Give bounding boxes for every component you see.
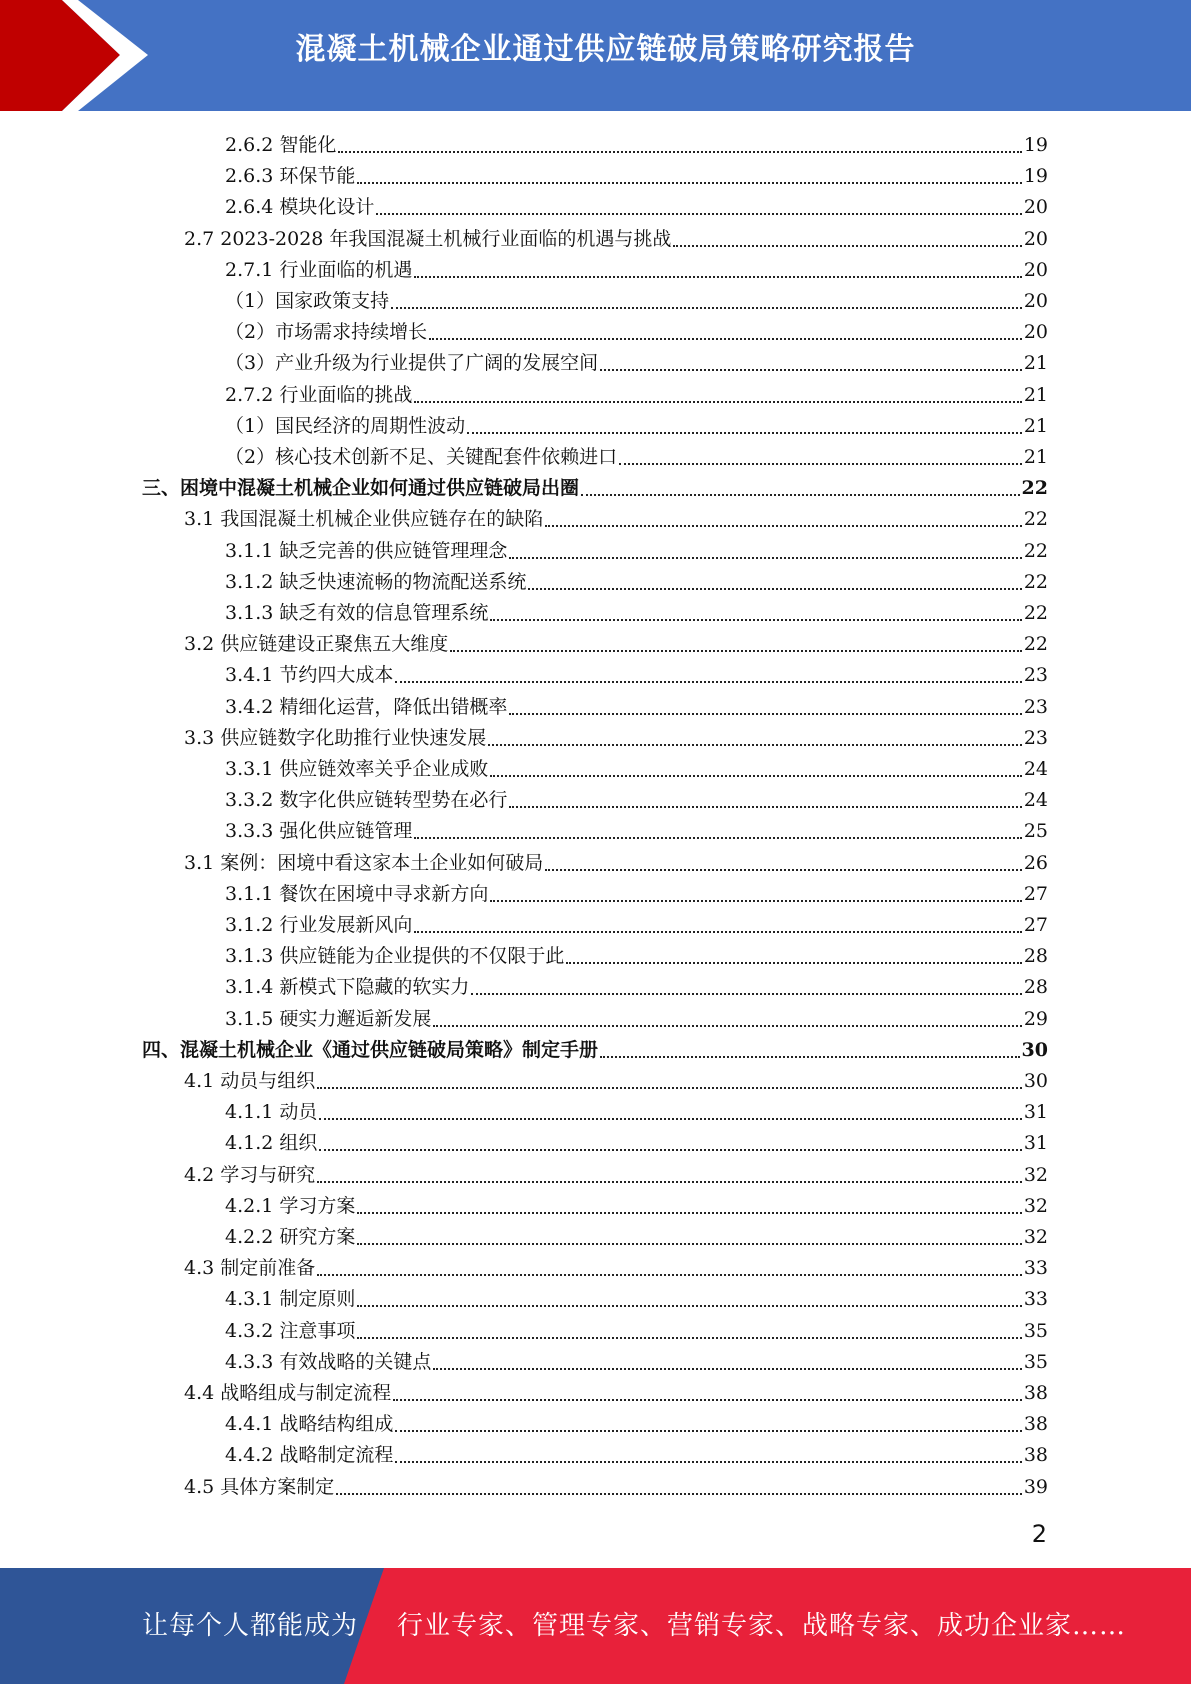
toc-entry[interactable] [225,189,1048,220]
toc-entry[interactable] [184,1157,1048,1188]
toc-leader-dots [414,276,1021,278]
toc-leader-dots [357,1243,1021,1245]
toc-entry-label: 3.2 供应链建设正聚焦五大维度 [184,633,449,655]
toc-entry-label: 3.1.5 硬实力邂逅新发展 [225,1008,432,1030]
toc-leader-dots [395,1430,1021,1432]
toc-entry-label: 4.2 学习与研究 [184,1164,316,1186]
toc-entry-page: 32 [1023,1164,1048,1186]
toc-entry-label: 3.1 我国混凝土机械企业供应链存在的缺陷 [184,508,544,530]
toc-entry-label: 2.6.4 模块化设计 [225,196,375,218]
toc-entry-label: 四、混凝土机械企业《通过供应链破局策略》制定手册 [142,1039,599,1061]
toc-entry-label: 2.6.2 智能化 [225,134,337,156]
toc-leader-dots [338,151,1021,153]
toc-entry[interactable] [225,1406,1048,1437]
toc-entry-page: 22 [1023,633,1048,655]
toc-leader-dots [391,307,1022,309]
toc-leader-dots [357,1337,1021,1339]
toc-leader-dots [566,962,1021,964]
toc-entry-label: 4.3.2 注意事项 [225,1320,356,1342]
toc-entry-label: 3.3 供应链数字化助推行业快速发展 [184,727,487,749]
toc-entry-page: 21 [1023,446,1048,468]
toc-entry-page: 20 [1023,196,1048,218]
toc-entry-page: 23 [1023,696,1048,718]
toc-leader-dots [357,1305,1021,1307]
toc-entry[interactable] [184,720,1048,751]
toc-entry[interactable] [225,969,1048,1000]
toc-entry-page: 22 [1023,602,1048,624]
toc-entry-page: 23 [1023,664,1048,686]
toc-leader-dots [450,650,1022,652]
toc-entry-page: 31 [1023,1101,1048,1123]
toc-entry[interactable] [184,1375,1048,1406]
toc-leader-dots [490,619,1021,621]
toc-entry-label: 2.6.3 环保节能 [225,165,356,187]
toc-entry-page: 31 [1023,1132,1048,1154]
toc-entry[interactable] [225,564,1048,595]
toc-entry-label: 4.4.2 战略制定流程 [225,1444,394,1466]
toc-entry[interactable] [225,1437,1048,1468]
toc-leader-dots [600,369,1022,371]
toc-leader-dots [357,1212,1021,1214]
toc-entry-label: 3.1.4 新模式下隐藏的软实力 [225,976,470,998]
toc-leader-dots [336,1493,1022,1495]
toc-entry-label: （3）产业升级为行业提供了广阔的发展空间 [225,352,599,374]
toc-entry[interactable] [225,1188,1048,1219]
toc-entry-page: 38 [1023,1444,1048,1466]
toc-entry-label: （2）市场需求持续增长 [225,321,428,343]
toc-entry[interactable] [225,1125,1048,1156]
toc-entry-page: 22 [1023,540,1048,562]
toc-entry[interactable] [225,751,1048,782]
toc-entry-page: 27 [1023,883,1048,905]
toc-leader-dots [545,525,1022,527]
toc-leader-dots [545,869,1022,871]
toc-entry[interactable] [225,377,1048,408]
toc-leader-dots [395,681,1021,683]
toc-leader-dots [317,1274,1022,1276]
toc-leader-dots [490,900,1021,902]
toc-entry-label: 4.3.3 有效战略的关键点 [225,1351,432,1373]
toc-entry-page: 39 [1023,1476,1048,1498]
toc-entry-label: 3.3.2 数字化供应链转型势在必行 [225,789,508,811]
toc-entry-page: 28 [1023,945,1048,967]
toc-leader-dots [414,401,1021,403]
toc-entry[interactable] [225,876,1048,907]
toc-entry-page: 21 [1023,415,1048,437]
toc-entry-page: 35 [1023,1320,1048,1342]
toc-entry-page: 32 [1023,1195,1048,1217]
toc-leader-dots [673,245,1021,247]
toc-entry[interactable] [142,470,1048,501]
toc-entry-page: 38 [1023,1413,1048,1435]
toc-leader-dots [467,432,1022,434]
toc-entry[interactable] [225,283,1048,314]
toc-entry-label: （1）国民经济的周期性波动 [225,415,466,437]
toc-entry-page: 21 [1023,352,1048,374]
toc-entry[interactable] [184,845,1048,876]
toc-entry[interactable] [225,439,1048,470]
toc-entry[interactable] [184,221,1048,252]
toc-entry-page: 20 [1023,290,1048,312]
toc-entry-page: 22 [1021,477,1048,499]
toc-entry[interactable] [225,907,1048,938]
toc-entry[interactable] [225,1219,1048,1250]
toc-entry-label: 4.3.1 制定原则 [225,1288,356,1310]
toc-entry[interactable] [225,1344,1048,1375]
toc-entry-label: 4.2.1 学习方案 [225,1195,356,1217]
toc-entry[interactable] [184,626,1048,657]
toc-entry-page: 27 [1023,914,1048,936]
toc-entry[interactable] [184,1250,1048,1281]
footer-slogan-right: 行业专家、管理专家、营销专家、战略专家、成功企业家…… [397,1611,1127,1641]
toc-entry-label: 4.1 动员与组织 [184,1070,316,1092]
toc-entry-page: 26 [1023,852,1048,874]
toc-entry-label: 2.7 2023-2028 年我国混凝土机械行业面临的机遇与挑战 [184,228,672,250]
toc-leader-dots [429,338,1022,340]
toc-leader-dots [433,1025,1021,1027]
toc-leader-dots [528,588,1021,590]
toc-leader-dots [317,1087,1022,1089]
toc-leader-dots [490,775,1021,777]
toc-entry-label: 4.1.2 组织 [225,1132,318,1154]
toc-entry-label: 2.7.1 行业面临的机遇 [225,259,413,281]
toc-entry-label: （1）国家政策支持 [225,290,390,312]
toc-entry-label: 4.4 战略组成与制定流程 [184,1382,392,1404]
toc-leader-dots [319,1118,1021,1120]
toc-leader-dots [319,1149,1021,1151]
toc-entry-label: 3.4.1 节约四大成本 [225,664,394,686]
toc-entry-page: 28 [1023,976,1048,998]
toc-leader-dots [619,463,1022,465]
toc-leader-dots [395,1461,1021,1463]
toc-leader-dots [433,1368,1021,1370]
toc-entry[interactable] [225,1313,1048,1344]
toc-leader-dots [393,1399,1022,1401]
toc-entry-page: 35 [1023,1351,1048,1373]
report-title: 混凝土机械企业通过供应链破局策略研究报告 [295,32,916,67]
toc-entry-page: 22 [1023,571,1048,593]
toc-entry-page: 33 [1023,1288,1048,1310]
toc-entry-page: 20 [1023,228,1048,250]
toc-entry[interactable] [225,657,1048,688]
toc-entry[interactable] [225,1001,1048,1032]
toc-entry[interactable] [225,595,1048,626]
toc-entry-page: 19 [1023,165,1048,187]
toc-entry-page: 25 [1023,820,1048,842]
toc-entry[interactable] [225,782,1048,813]
page-number: 2 [1031,1520,1047,1548]
toc-entry[interactable] [225,314,1048,345]
toc-entry[interactable] [225,938,1048,969]
toc-entry-page: 21 [1023,384,1048,406]
toc-entry[interactable] [225,813,1048,844]
toc-entry-page: 33 [1023,1257,1048,1279]
toc-entry-label: 4.3 制定前准备 [184,1257,316,1279]
toc-leader-dots [509,806,1021,808]
toc-leader-dots [317,1181,1022,1183]
toc-leader-dots [581,494,1020,496]
toc-leader-dots [488,744,1022,746]
toc-entry-label: 3.1.1 餐饮在困境中寻求新方向 [225,883,489,905]
toc-entry-label: 3.1.2 行业发展新风向 [225,914,413,936]
toc-entry-page: 20 [1023,259,1048,281]
toc-leader-dots [376,213,1021,215]
toc-leader-dots [509,557,1021,559]
toc-entry-label: 3.1 案例：困境中看这家本土企业如何破局 [184,852,544,874]
page-header [0,0,1191,111]
toc-entry[interactable] [184,501,1048,532]
toc-leader-dots [357,182,1021,184]
toc-entry[interactable] [225,1094,1048,1125]
toc-entry[interactable] [225,252,1048,283]
toc-entry-label: 3.1.3 缺乏有效的信息管理系统 [225,602,489,624]
toc-entry-page: 30 [1021,1039,1048,1061]
toc-entry[interactable] [184,1063,1048,1094]
footer-slogan-left: 让每个人都能成为 [142,1611,359,1641]
toc-entry-label: 3.1.1 缺乏完善的供应链管理理念 [225,540,508,562]
toc-entry-page: 29 [1023,1008,1048,1030]
toc-entry-label: 2.7.2 行业面临的挑战 [225,384,413,406]
toc-entry-page: 32 [1023,1226,1048,1248]
toc-entry-page: 24 [1023,789,1048,811]
toc-leader-dots [509,713,1021,715]
toc-entry[interactable] [225,345,1048,376]
toc-entry[interactable] [225,127,1048,158]
toc-entry-label: 4.5 具体方案制定 [184,1476,335,1498]
toc-entry[interactable] [225,158,1048,189]
toc-entry-page: 22 [1023,508,1048,530]
toc-entry-label: 3.4.2 精细化运营，降低出错概率 [225,696,508,718]
toc-entry-label: 4.2.2 研究方案 [225,1226,356,1248]
toc-entry-label: 4.4.1 战略结构组成 [225,1413,394,1435]
toc-entry-label: （2）核心技术创新不足、关键配套件依赖进口 [225,446,618,468]
toc-entry[interactable] [225,533,1048,564]
toc-leader-dots [471,993,1021,995]
toc-entry[interactable] [142,1032,1048,1063]
toc-leader-dots [414,837,1021,839]
page-footer [0,1568,1191,1684]
toc-entry-label: 3.1.2 缺乏快速流畅的物流配送系统 [225,571,527,593]
toc-leader-dots [600,1056,1020,1058]
toc-entry-page: 30 [1023,1070,1048,1092]
toc-entry[interactable] [184,1469,1048,1500]
toc-entry-label: 三、困境中混凝土机械企业如何通过供应链破局出圈 [142,477,580,499]
toc-entry[interactable] [225,689,1048,720]
toc-leader-dots [414,931,1021,933]
toc-entry-label: 4.1.1 动员 [225,1101,318,1123]
toc-entry-page: 23 [1023,727,1048,749]
toc-entry-label: 3.3.3 强化供应链管理 [225,820,413,842]
toc-entry-page: 38 [1023,1382,1048,1404]
toc-entry[interactable] [225,408,1048,439]
toc-entry-page: 24 [1023,758,1048,780]
toc-entry[interactable] [225,1281,1048,1312]
toc-entry-label: 3.3.1 供应链效率关乎企业成败 [225,758,489,780]
toc-entry-label: 3.1.3 供应链能为企业提供的不仅限于此 [225,945,565,967]
toc-entry-page: 19 [1023,134,1048,156]
toc-entry-page: 20 [1023,321,1048,343]
